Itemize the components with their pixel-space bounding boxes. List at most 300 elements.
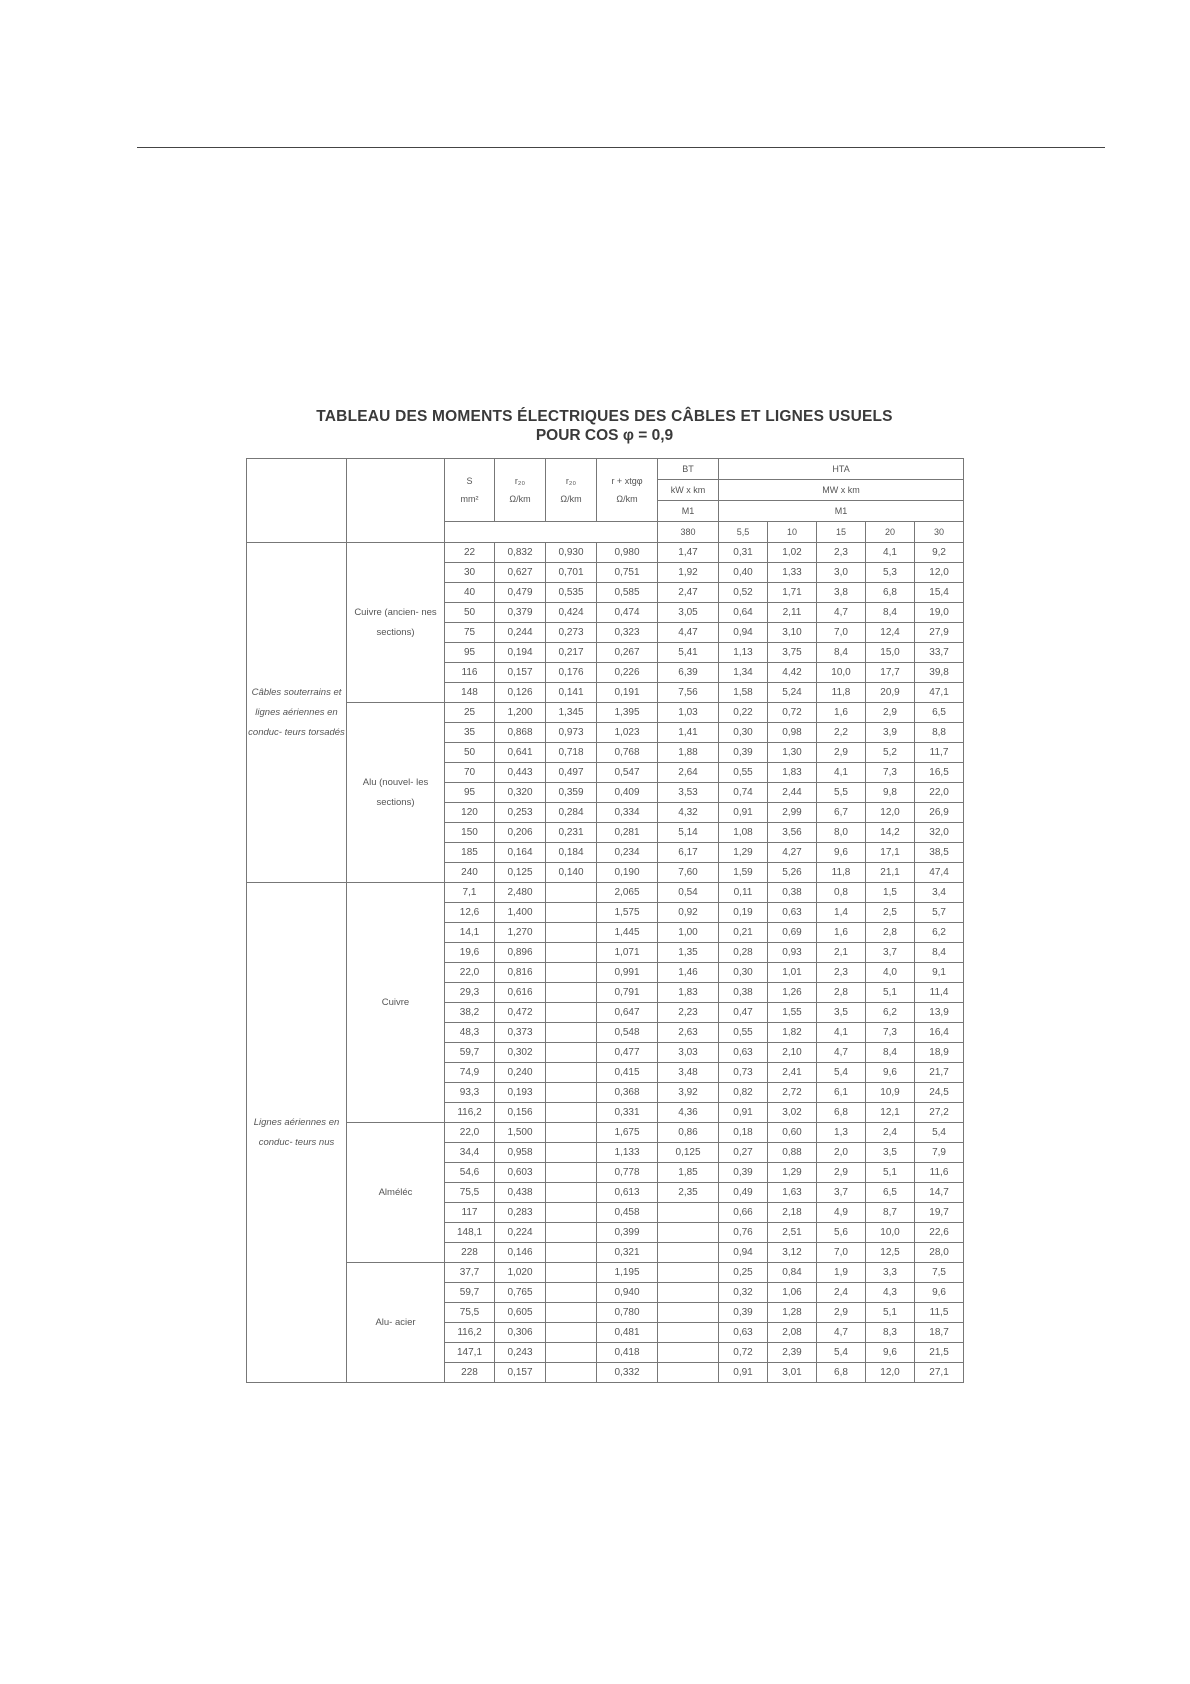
r-cell: 0,206 xyxy=(495,823,546,843)
s-cell: 38,2 xyxy=(445,1003,495,1023)
header-r xyxy=(495,459,546,522)
header-bt-voltage: 380 xyxy=(658,522,719,543)
header-blank-row xyxy=(445,522,658,543)
r-cell: 0,283 xyxy=(495,1203,546,1223)
s-cell: 240 xyxy=(445,863,495,883)
hta-5-5-cell: 0,94 xyxy=(719,1243,768,1263)
bt-cell: 4,47 xyxy=(658,623,719,643)
hta-5-5-cell: 0,18 xyxy=(719,1123,768,1143)
bt-cell: 0,86 xyxy=(658,1123,719,1143)
x-cell xyxy=(546,923,597,943)
bt-cell: 3,05 xyxy=(658,603,719,623)
r-cell: 2,480 xyxy=(495,883,546,903)
x-cell: 0,424 xyxy=(546,603,597,623)
header-bt-m: M1 xyxy=(658,501,719,522)
s-cell: 116,2 xyxy=(445,1323,495,1343)
header-group-blank xyxy=(247,459,347,543)
r-cell: 0,157 xyxy=(495,1363,546,1383)
hta-5-5-cell: 0,19 xyxy=(719,903,768,923)
bt-cell: 4,36 xyxy=(658,1103,719,1123)
hta-5-5-cell: 0,63 xyxy=(719,1043,768,1063)
hta-10-cell: 0,69 xyxy=(768,923,817,943)
x-cell xyxy=(546,1183,597,1203)
rt-cell: 1,445 xyxy=(597,923,658,943)
hta-10-cell: 0,60 xyxy=(768,1123,817,1143)
hta-5-5-cell: 0,91 xyxy=(719,1103,768,1123)
bt-cell: 0,125 xyxy=(658,1143,719,1163)
s-cell: 22,0 xyxy=(445,1123,495,1143)
hta-5-5-cell: 0,11 xyxy=(719,883,768,903)
s-cell: 19,6 xyxy=(445,943,495,963)
hta-10-cell: 1,71 xyxy=(768,583,817,603)
bt-cell xyxy=(658,1283,719,1303)
hta-15-cell: 8,0 xyxy=(817,823,866,843)
bt-cell xyxy=(658,1343,719,1363)
rt-cell: 0,234 xyxy=(597,843,658,863)
x-cell xyxy=(546,1023,597,1043)
rt-cell: 0,332 xyxy=(597,1363,658,1383)
hta-15-cell: 3,7 xyxy=(817,1183,866,1203)
hta-10-cell: 0,93 xyxy=(768,943,817,963)
hta-15-cell: 2,9 xyxy=(817,1163,866,1183)
hta-10-cell: 0,88 xyxy=(768,1143,817,1163)
r-cell: 0,641 xyxy=(495,743,546,763)
hta-15-cell: 1,4 xyxy=(817,903,866,923)
s-cell: 70 xyxy=(445,763,495,783)
header-hta: HTA xyxy=(719,459,964,480)
hta-5-5-cell: 0,25 xyxy=(719,1263,768,1283)
x-cell: 0,973 xyxy=(546,723,597,743)
r-cell: 0,958 xyxy=(495,1143,546,1163)
hta-5-5-cell: 0,39 xyxy=(719,1303,768,1323)
x-cell: 0,284 xyxy=(546,803,597,823)
rt-cell: 1,395 xyxy=(597,703,658,723)
rt-cell: 0,368 xyxy=(597,1083,658,1103)
hta-15-cell: 4,1 xyxy=(817,763,866,783)
hta-30-cell: 18,9 xyxy=(915,1043,964,1063)
hta-10-cell: 5,26 xyxy=(768,863,817,883)
r-cell: 0,157 xyxy=(495,663,546,683)
material-label: Cuivre xyxy=(347,883,445,1123)
r-cell: 0,832 xyxy=(495,543,546,563)
header-bt: BT xyxy=(658,459,719,480)
x-cell: 0,184 xyxy=(546,843,597,863)
hta-10-cell: 2,99 xyxy=(768,803,817,823)
header-hta-voltage: 5,5 xyxy=(719,522,768,543)
hta-15-cell: 1,3 xyxy=(817,1123,866,1143)
hta-10-cell: 1,01 xyxy=(768,963,817,983)
r-cell: 0,320 xyxy=(495,783,546,803)
hta-20-cell: 4,0 xyxy=(866,963,915,983)
hta-15-cell: 5,4 xyxy=(817,1063,866,1083)
r-cell: 0,306 xyxy=(495,1323,546,1343)
hta-15-cell: 2,0 xyxy=(817,1143,866,1163)
table-row xyxy=(247,703,964,723)
hta-30-cell: 16,4 xyxy=(915,1023,964,1043)
r-cell: 0,765 xyxy=(495,1283,546,1303)
hta-15-cell: 2,8 xyxy=(817,983,866,1003)
hta-30-cell: 8,4 xyxy=(915,943,964,963)
hta-20-cell: 4,3 xyxy=(866,1283,915,1303)
hta-20-cell: 7,3 xyxy=(866,1023,915,1043)
s-cell: 147,1 xyxy=(445,1343,495,1363)
hta-30-cell: 5,7 xyxy=(915,903,964,923)
hta-15-cell: 2,1 xyxy=(817,943,866,963)
hta-20-cell: 2,9 xyxy=(866,703,915,723)
s-cell: 37,7 xyxy=(445,1263,495,1283)
s-cell: 22 xyxy=(445,543,495,563)
r-cell: 0,438 xyxy=(495,1183,546,1203)
rt-cell: 0,415 xyxy=(597,1063,658,1083)
r-cell: 0,253 xyxy=(495,803,546,823)
s-cell: 148,1 xyxy=(445,1223,495,1243)
s-cell: 117 xyxy=(445,1203,495,1223)
bt-cell: 1,92 xyxy=(658,563,719,583)
hta-30-cell: 6,5 xyxy=(915,703,964,723)
header-hta-voltage: 30 xyxy=(915,522,964,543)
x-cell: 0,930 xyxy=(546,543,597,563)
table-row xyxy=(247,883,964,903)
bt-cell: 5,14 xyxy=(658,823,719,843)
hta-20-cell: 7,3 xyxy=(866,763,915,783)
x-cell xyxy=(546,1323,597,1343)
hta-5-5-cell: 0,28 xyxy=(719,943,768,963)
hta-20-cell: 10,0 xyxy=(866,1223,915,1243)
bt-cell: 3,92 xyxy=(658,1083,719,1103)
x-cell xyxy=(546,883,597,903)
x-cell: 0,140 xyxy=(546,863,597,883)
hta-15-cell: 2,3 xyxy=(817,963,866,983)
hta-30-cell: 15,4 xyxy=(915,583,964,603)
hta-30-cell: 19,0 xyxy=(915,603,964,623)
hta-20-cell: 5,3 xyxy=(866,563,915,583)
rt-cell: 0,334 xyxy=(597,803,658,823)
bt-cell: 1,85 xyxy=(658,1163,719,1183)
hta-10-cell: 2,08 xyxy=(768,1323,817,1343)
rt-cell: 0,613 xyxy=(597,1183,658,1203)
r-cell: 0,443 xyxy=(495,763,546,783)
rt-cell: 0,323 xyxy=(597,623,658,643)
s-cell: 75 xyxy=(445,623,495,643)
hta-10-cell: 1,83 xyxy=(768,763,817,783)
table-row xyxy=(247,1263,964,1283)
hta-20-cell: 14,2 xyxy=(866,823,915,843)
hta-20-cell: 5,1 xyxy=(866,1303,915,1323)
hta-5-5-cell: 1,13 xyxy=(719,643,768,663)
hta-30-cell: 32,0 xyxy=(915,823,964,843)
rt-cell: 1,133 xyxy=(597,1143,658,1163)
hta-5-5-cell: 0,91 xyxy=(719,803,768,823)
r-cell: 0,194 xyxy=(495,643,546,663)
hta-20-cell: 17,7 xyxy=(866,663,915,683)
rt-cell: 0,547 xyxy=(597,763,658,783)
hta-30-cell: 27,2 xyxy=(915,1103,964,1123)
header-r-label: r₂₀ xyxy=(514,476,526,486)
bt-cell: 6,39 xyxy=(658,663,719,683)
hta-5-5-cell: 0,30 xyxy=(719,723,768,743)
hta-20-cell: 3,9 xyxy=(866,723,915,743)
r-cell: 0,224 xyxy=(495,1223,546,1243)
x-cell xyxy=(546,1103,597,1123)
s-cell: 50 xyxy=(445,743,495,763)
x-cell: 0,359 xyxy=(546,783,597,803)
hta-20-cell: 8,7 xyxy=(866,1203,915,1223)
rt-cell: 0,474 xyxy=(597,603,658,623)
hta-20-cell: 2,5 xyxy=(866,903,915,923)
hta-30-cell: 11,6 xyxy=(915,1163,964,1183)
hta-10-cell: 1,63 xyxy=(768,1183,817,1203)
hta-15-cell: 8,4 xyxy=(817,643,866,663)
s-cell: 228 xyxy=(445,1363,495,1383)
rt-cell: 0,980 xyxy=(597,543,658,563)
bt-cell: 1,83 xyxy=(658,983,719,1003)
hta-20-cell: 12,0 xyxy=(866,1363,915,1383)
hta-20-cell: 8,4 xyxy=(866,1043,915,1063)
s-cell: 25 xyxy=(445,703,495,723)
r-cell: 1,020 xyxy=(495,1263,546,1283)
bt-cell xyxy=(658,1323,719,1343)
hta-10-cell: 0,98 xyxy=(768,723,817,743)
r-cell: 0,479 xyxy=(495,583,546,603)
bt-cell: 2,23 xyxy=(658,1003,719,1023)
hta-15-cell: 6,8 xyxy=(817,1103,866,1123)
x-cell xyxy=(546,1363,597,1383)
bt-cell xyxy=(658,1303,719,1323)
hta-30-cell: 5,4 xyxy=(915,1123,964,1143)
hta-20-cell: 9,6 xyxy=(866,1063,915,1083)
r-cell: 1,500 xyxy=(495,1123,546,1143)
hta-10-cell: 2,41 xyxy=(768,1063,817,1083)
hta-15-cell: 3,8 xyxy=(817,583,866,603)
hta-10-cell: 4,27 xyxy=(768,843,817,863)
hta-30-cell: 24,5 xyxy=(915,1083,964,1103)
x-cell: 0,176 xyxy=(546,663,597,683)
hta-5-5-cell: 1,59 xyxy=(719,863,768,883)
header-hta-voltage: 15 xyxy=(817,522,866,543)
r-cell: 0,164 xyxy=(495,843,546,863)
hta-30-cell: 11,7 xyxy=(915,743,964,763)
material-label: Alméléc xyxy=(347,1123,445,1263)
bt-cell: 7,60 xyxy=(658,863,719,883)
hta-30-cell: 7,9 xyxy=(915,1143,964,1163)
hta-20-cell: 12,5 xyxy=(866,1243,915,1263)
hta-10-cell: 0,72 xyxy=(768,703,817,723)
hta-20-cell: 8,3 xyxy=(866,1323,915,1343)
hta-10-cell: 0,84 xyxy=(768,1263,817,1283)
hta-15-cell: 6,7 xyxy=(817,803,866,823)
r-cell: 0,627 xyxy=(495,563,546,583)
hta-15-cell: 11,8 xyxy=(817,683,866,703)
hta-30-cell: 8,8 xyxy=(915,723,964,743)
hta-10-cell: 1,26 xyxy=(768,983,817,1003)
top-rule xyxy=(137,147,1105,148)
hta-10-cell: 2,18 xyxy=(768,1203,817,1223)
rt-cell: 0,226 xyxy=(597,663,658,683)
rt-cell: 0,778 xyxy=(597,1163,658,1183)
hta-10-cell: 3,56 xyxy=(768,823,817,843)
hta-15-cell: 4,9 xyxy=(817,1203,866,1223)
r-cell: 0,616 xyxy=(495,983,546,1003)
rt-cell: 0,548 xyxy=(597,1023,658,1043)
x-cell xyxy=(546,1243,597,1263)
bt-cell: 5,41 xyxy=(658,643,719,663)
hta-15-cell: 4,7 xyxy=(817,1043,866,1063)
material-label: Alu (nouvel- les sections) xyxy=(347,703,445,883)
hta-5-5-cell: 0,40 xyxy=(719,563,768,583)
header-bt-unit: kW x km xyxy=(658,480,719,501)
s-cell: 59,7 xyxy=(445,1043,495,1063)
hta-10-cell: 3,10 xyxy=(768,623,817,643)
hta-15-cell: 7,0 xyxy=(817,623,866,643)
hta-5-5-cell: 1,58 xyxy=(719,683,768,703)
rt-cell: 1,023 xyxy=(597,723,658,743)
rt-cell: 0,267 xyxy=(597,643,658,663)
hta-10-cell: 2,11 xyxy=(768,603,817,623)
x-cell: 1,345 xyxy=(546,703,597,723)
bt-cell: 1,00 xyxy=(658,923,719,943)
r-cell: 0,146 xyxy=(495,1243,546,1263)
s-cell: 75,5 xyxy=(445,1303,495,1323)
x-cell xyxy=(546,1083,597,1103)
hta-20-cell: 5,2 xyxy=(866,743,915,763)
hta-15-cell: 5,4 xyxy=(817,1343,866,1363)
rt-cell: 1,575 xyxy=(597,903,658,923)
s-cell: 150 xyxy=(445,823,495,843)
hta-15-cell: 2,4 xyxy=(817,1283,866,1303)
x-cell xyxy=(546,903,597,923)
hta-30-cell: 7,5 xyxy=(915,1263,964,1283)
header-hta-unit: MW x km xyxy=(719,480,964,501)
header-x xyxy=(546,459,597,522)
s-cell: 22,0 xyxy=(445,963,495,983)
hta-20-cell: 15,0 xyxy=(866,643,915,663)
hta-20-cell: 21,1 xyxy=(866,863,915,883)
s-cell: 116,2 xyxy=(445,1103,495,1123)
hta-5-5-cell: 1,08 xyxy=(719,823,768,843)
hta-10-cell: 1,82 xyxy=(768,1023,817,1043)
hta-30-cell: 13,9 xyxy=(915,1003,964,1023)
r-cell: 1,400 xyxy=(495,903,546,923)
rt-cell: 0,458 xyxy=(597,1203,658,1223)
header-s-label: S xyxy=(466,476,473,486)
hta-15-cell: 11,8 xyxy=(817,863,866,883)
bt-cell xyxy=(658,1243,719,1263)
rt-cell: 0,791 xyxy=(597,983,658,1003)
x-cell xyxy=(546,1163,597,1183)
bt-cell: 0,54 xyxy=(658,883,719,903)
x-cell: 0,217 xyxy=(546,643,597,663)
hta-5-5-cell: 0,76 xyxy=(719,1223,768,1243)
s-cell: 40 xyxy=(445,583,495,603)
s-cell: 34,4 xyxy=(445,1143,495,1163)
header-s-unit: mm² xyxy=(460,494,479,504)
hta-10-cell: 2,10 xyxy=(768,1043,817,1063)
x-cell: 0,718 xyxy=(546,743,597,763)
header-hta-voltage: 10 xyxy=(768,522,817,543)
header-r-unit: Ω/km xyxy=(509,494,531,504)
bt-cell: 1,88 xyxy=(658,743,719,763)
hta-30-cell: 26,9 xyxy=(915,803,964,823)
r-cell: 0,126 xyxy=(495,683,546,703)
hta-15-cell: 2,3 xyxy=(817,543,866,563)
hta-20-cell: 3,5 xyxy=(866,1143,915,1163)
x-cell xyxy=(546,1343,597,1363)
hta-15-cell: 3,5 xyxy=(817,1003,866,1023)
r-cell: 0,896 xyxy=(495,943,546,963)
s-cell: 29,3 xyxy=(445,983,495,1003)
hta-30-cell: 39,8 xyxy=(915,663,964,683)
bt-cell: 2,63 xyxy=(658,1023,719,1043)
hta-15-cell: 2,2 xyxy=(817,723,866,743)
hta-15-cell: 4,7 xyxy=(817,603,866,623)
table-body xyxy=(247,543,964,1383)
x-cell: 0,141 xyxy=(546,683,597,703)
table-title xyxy=(247,408,962,445)
rt-cell: 2,065 xyxy=(597,883,658,903)
hta-20-cell: 12,0 xyxy=(866,803,915,823)
group-label: Lignes aériennes en conduc- teurs nus xyxy=(247,883,347,1383)
hta-30-cell: 3,4 xyxy=(915,883,964,903)
rt-cell: 1,675 xyxy=(597,1123,658,1143)
hta-15-cell: 6,8 xyxy=(817,1363,866,1383)
hta-5-5-cell: 0,55 xyxy=(719,763,768,783)
x-cell: 0,535 xyxy=(546,583,597,603)
s-cell: 12,6 xyxy=(445,903,495,923)
hta-30-cell: 33,7 xyxy=(915,643,964,663)
hta-5-5-cell: 1,34 xyxy=(719,663,768,683)
header-rt-label: r + xtgφ xyxy=(611,476,643,486)
hta-5-5-cell: 0,21 xyxy=(719,923,768,943)
hta-15-cell: 4,1 xyxy=(817,1023,866,1043)
hta-5-5-cell: 0,47 xyxy=(719,1003,768,1023)
hta-20-cell: 4,1 xyxy=(866,543,915,563)
header-hta-voltage: 20 xyxy=(866,522,915,543)
header-material-blank xyxy=(347,459,445,543)
r-cell: 0,244 xyxy=(495,623,546,643)
x-cell xyxy=(546,1303,597,1323)
s-cell: 95 xyxy=(445,783,495,803)
rt-cell: 0,321 xyxy=(597,1243,658,1263)
hta-5-5-cell: 0,38 xyxy=(719,983,768,1003)
hta-30-cell: 16,5 xyxy=(915,763,964,783)
hta-5-5-cell: 0,66 xyxy=(719,1203,768,1223)
hta-30-cell: 27,1 xyxy=(915,1363,964,1383)
hta-5-5-cell: 0,73 xyxy=(719,1063,768,1083)
material-label: Alu- acier xyxy=(347,1263,445,1383)
header-x-unit: Ω/km xyxy=(560,494,582,504)
hta-5-5-cell: 0,27 xyxy=(719,1143,768,1163)
hta-5-5-cell: 0,91 xyxy=(719,1363,768,1383)
hta-15-cell: 3,0 xyxy=(817,563,866,583)
x-cell xyxy=(546,1203,597,1223)
header-hta-m: M1 xyxy=(719,501,964,522)
rt-cell: 0,751 xyxy=(597,563,658,583)
r-cell: 1,270 xyxy=(495,923,546,943)
r-cell: 0,605 xyxy=(495,1303,546,1323)
r-cell: 0,193 xyxy=(495,1083,546,1103)
hta-30-cell: 11,5 xyxy=(915,1303,964,1323)
s-cell: 116 xyxy=(445,663,495,683)
x-cell xyxy=(546,1263,597,1283)
hta-15-cell: 0,8 xyxy=(817,883,866,903)
hta-5-5-cell: 0,39 xyxy=(719,1163,768,1183)
header-rt xyxy=(597,459,658,522)
rt-cell: 0,190 xyxy=(597,863,658,883)
hta-30-cell: 9,6 xyxy=(915,1283,964,1303)
hta-15-cell: 2,9 xyxy=(817,1303,866,1323)
hta-10-cell: 1,33 xyxy=(768,563,817,583)
hta-15-cell: 7,0 xyxy=(817,1243,866,1263)
